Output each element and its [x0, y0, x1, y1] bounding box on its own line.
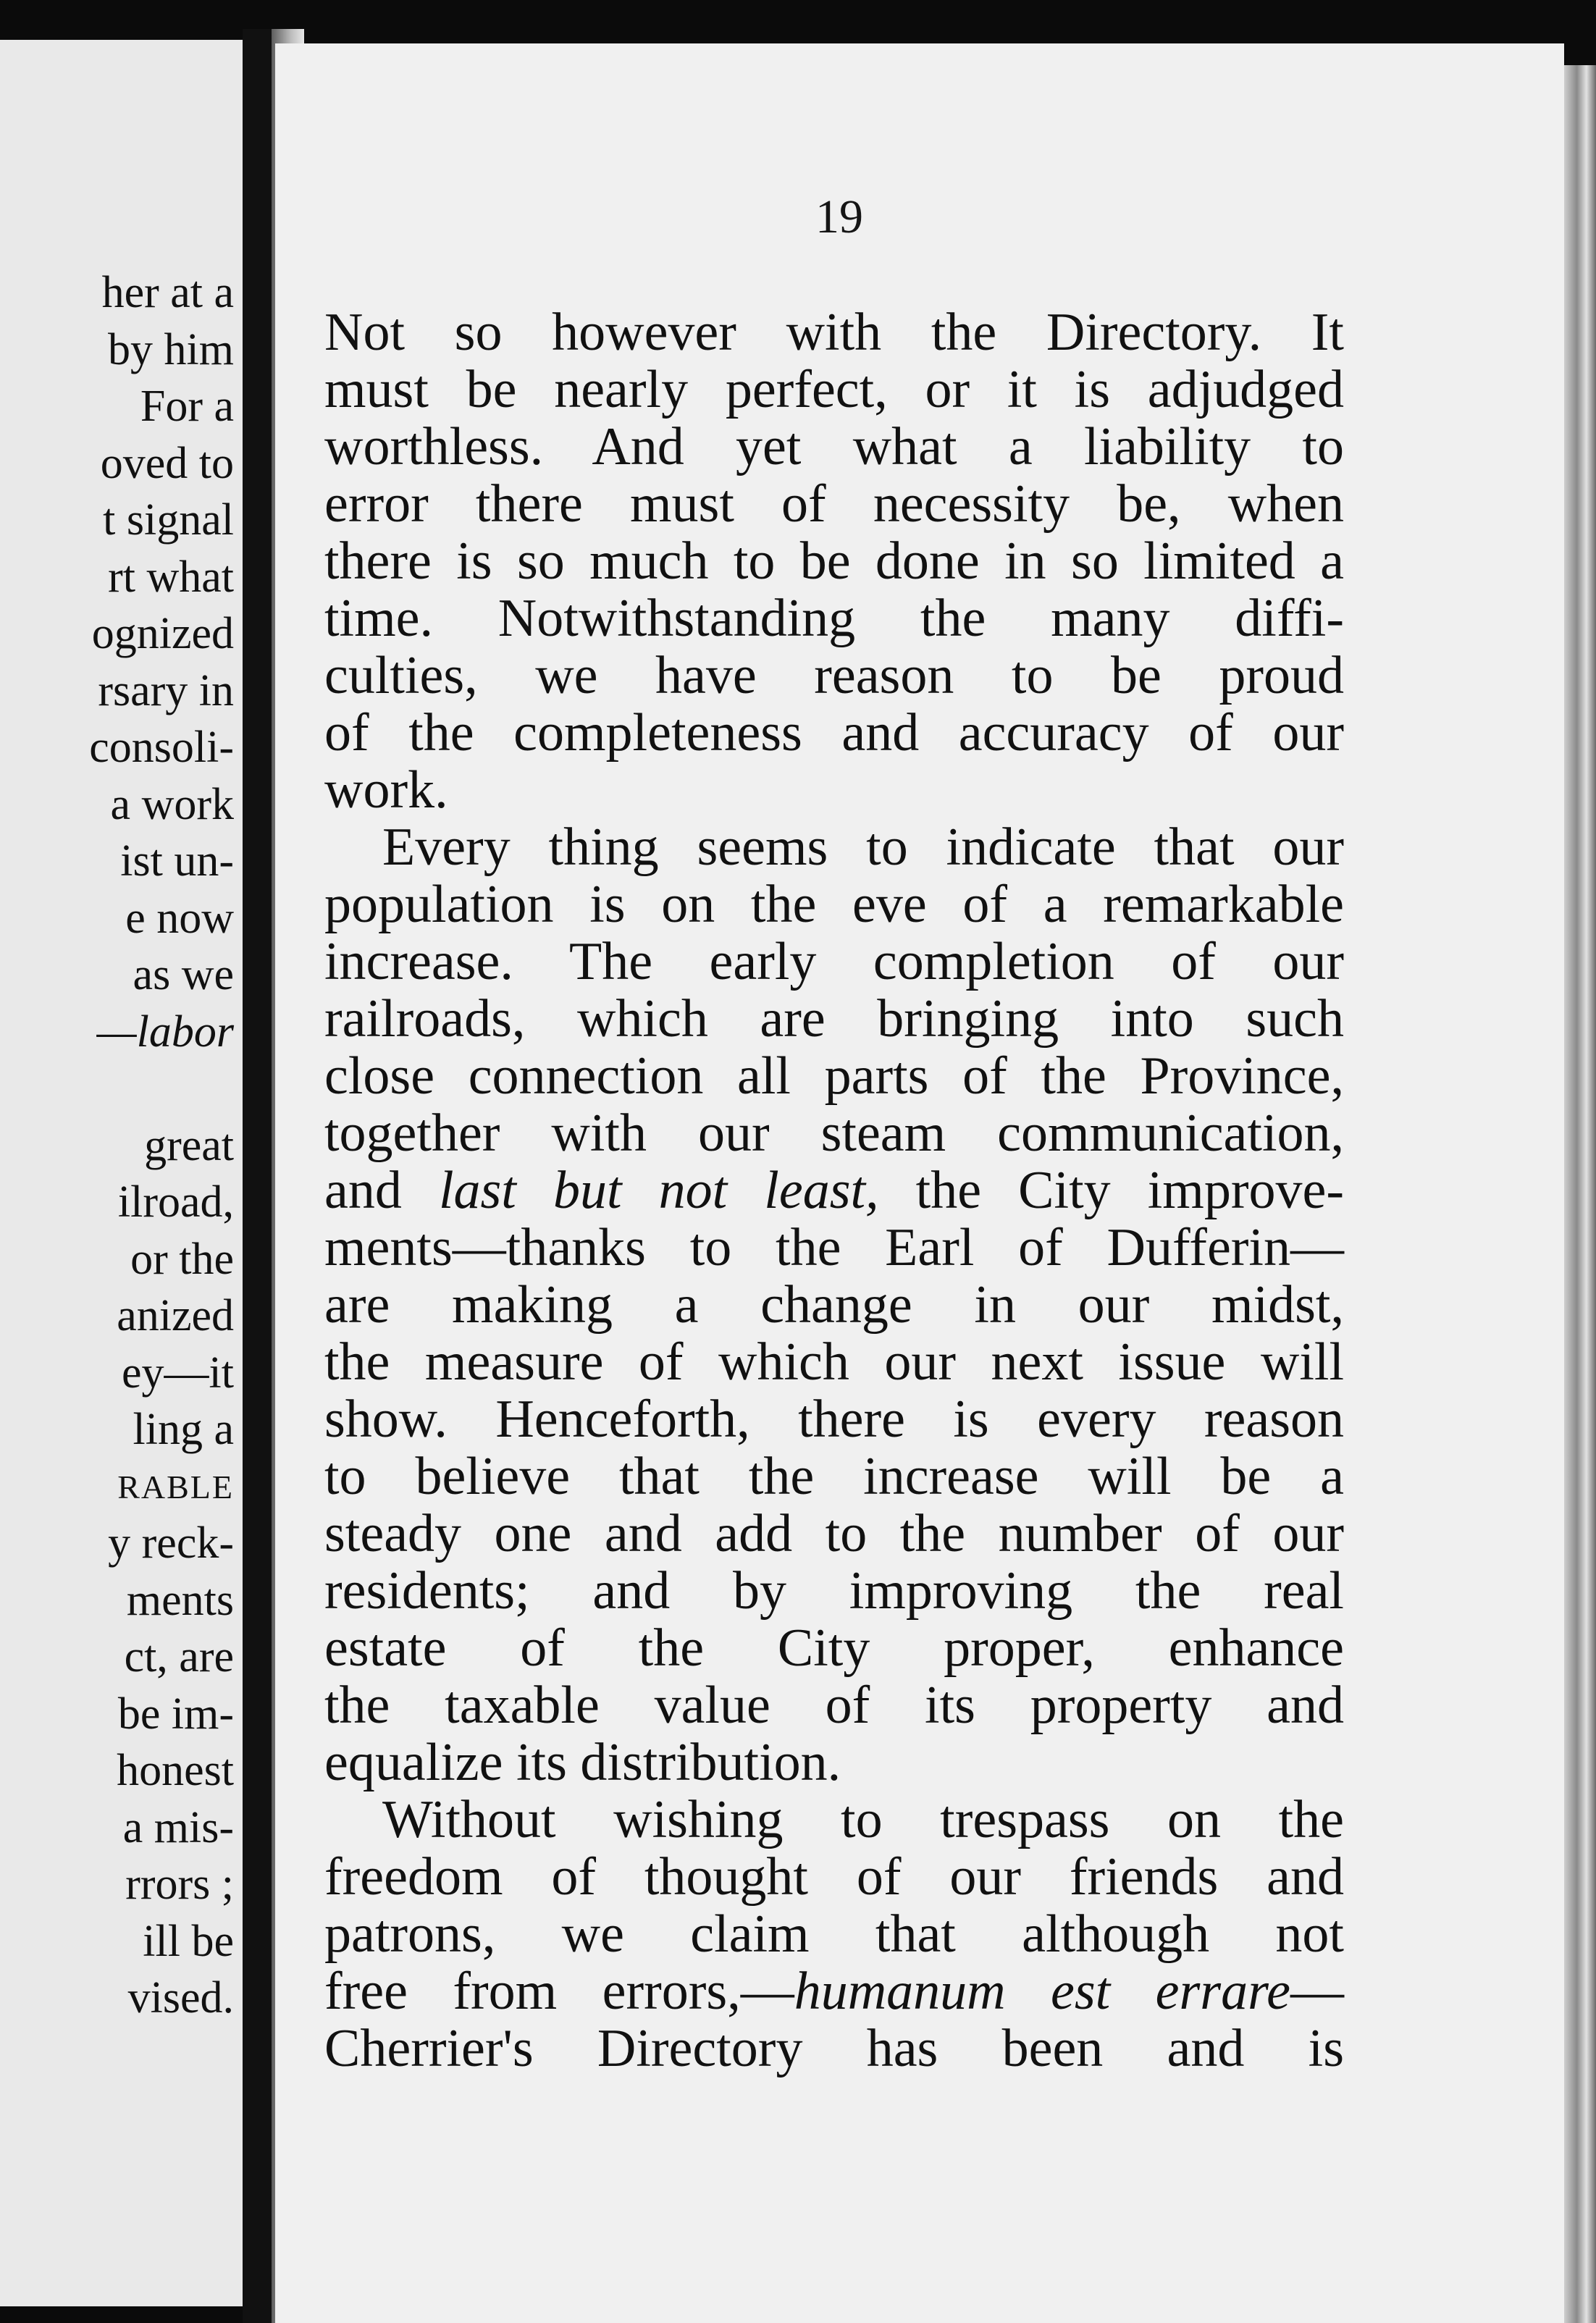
left-page-line: a work	[110, 779, 234, 829]
left-page-line: rsary in	[98, 665, 234, 715]
text-span: culties, we have reason to be proud	[324, 646, 1344, 705]
text-line	[324, 476, 1344, 533]
left-page-line: her at a	[101, 268, 234, 317]
text-line	[324, 2020, 1344, 2078]
left-page-line: ey—it	[122, 1348, 234, 1398]
left-page-line: —labor	[96, 1007, 234, 1057]
left-page-line: rt what	[108, 552, 234, 602]
text-span: show. Henceforth, there is every reason	[324, 1390, 1344, 1449]
text-span: are making a change in our midst,	[324, 1275, 1344, 1335]
text-span: work.	[324, 760, 448, 820]
text-span: Every thing seems to indicate that our	[382, 818, 1344, 877]
text-line	[324, 590, 1344, 647]
left-page-line: ling a	[133, 1405, 234, 1454]
text-span: the taxable value of its property and	[324, 1676, 1344, 1735]
text-span: free from errors,—	[324, 1962, 794, 2021]
left-page-line: be im-	[117, 1689, 234, 1739]
left-page-line: ill be	[143, 1916, 234, 1966]
text-line	[324, 762, 1344, 819]
text-span: Not so however with the Directory. It	[324, 303, 1344, 362]
text-line	[324, 1391, 1344, 1448]
page-edge-stack	[1564, 65, 1596, 2323]
text-line	[324, 533, 1344, 590]
page-number: 19	[815, 190, 863, 243]
text-span: Cherrier's Directory has been and is	[324, 2019, 1344, 2078]
left-page-line: great	[144, 1120, 234, 1170]
text-span: estate of the City proper, enhance	[324, 1618, 1344, 1678]
text-line	[324, 304, 1344, 361]
left-page-line: a mis-	[122, 1802, 234, 1852]
text-span: close connection all parts of the Province,	[324, 1046, 1344, 1106]
text-line	[324, 819, 1344, 876]
text-span: ments—thanks to the Earl of Dufferin—	[324, 1218, 1344, 1277]
text-span: increase. The early completion of our	[324, 932, 1344, 991]
left-page-line: as we	[133, 950, 234, 999]
left-page-line: ct, are	[124, 1632, 234, 1681]
text-span: error there must of necessity be, when	[324, 474, 1344, 534]
left-page-line: ist un-	[120, 836, 234, 886]
left-page-line: y reck-	[108, 1518, 234, 1568]
text-line	[324, 933, 1344, 991]
text-span: residents; and by improving the real	[324, 1561, 1344, 1621]
text-line	[324, 1734, 1344, 1791]
text-line	[324, 1677, 1344, 1734]
left-page-line: t signal	[103, 495, 234, 545]
page-body-text	[324, 304, 1344, 2078]
left-page-line: consoli-	[89, 723, 234, 772]
text-span: worthless. And yet what a liability to	[324, 417, 1344, 476]
text-span: the City improve-	[878, 1161, 1344, 1220]
text-line	[324, 705, 1344, 762]
left-page-line: honest	[117, 1746, 234, 1795]
text-line	[324, 1849, 1344, 1906]
left-page-line: For a	[140, 382, 234, 431]
text-span: population is on the eve of a remarkable	[324, 875, 1344, 934]
text-span: the measure of which our next issue will	[324, 1332, 1344, 1392]
text-line	[324, 1563, 1344, 1620]
left-page-line: ilroad,	[117, 1177, 234, 1227]
text-span: of the completeness and accuracy of our	[324, 703, 1344, 763]
text-span: Without wishing to trespass on the	[382, 1790, 1344, 1849]
text-line	[324, 361, 1344, 419]
text-span: railroads, which are bringing into such	[324, 989, 1344, 1049]
text-line	[324, 647, 1344, 705]
text-span: patrons, we claim that although not	[324, 1904, 1344, 1964]
left-page-line: vised.	[127, 1973, 234, 2022]
left-page-line: ments	[126, 1575, 234, 1625]
italic-phrase: last but not least,	[438, 1161, 879, 1220]
text-span: and	[324, 1161, 439, 1220]
text-span: there is so much to be done in so limited a	[324, 532, 1344, 591]
left-facing-page	[0, 40, 243, 2306]
left-page-line: anized	[117, 1291, 234, 1340]
text-line	[324, 1906, 1344, 1963]
left-page-line: e now	[125, 893, 234, 943]
left-page-line: ognized	[91, 609, 234, 658]
book-binding-gutter	[243, 29, 272, 2323]
text-line	[324, 1620, 1344, 1677]
text-line	[324, 1505, 1344, 1563]
text-line	[324, 1448, 1344, 1505]
left-page-line: or the	[130, 1234, 234, 1284]
text-line	[324, 1048, 1344, 1105]
text-span: to believe that the increase will be a	[324, 1447, 1344, 1506]
text-span: —	[1290, 1962, 1344, 2021]
text-line	[324, 1791, 1344, 1849]
text-span: steady one and add to the number of our	[324, 1504, 1344, 1563]
text-line	[324, 1277, 1344, 1334]
text-span: freedom of thought of our friends and	[324, 1847, 1344, 1907]
left-page-line: RABLE	[117, 1468, 234, 1505]
text-line	[324, 876, 1344, 933]
left-page-line: by him	[108, 324, 234, 374]
left-page-line: oved to	[100, 438, 234, 488]
text-line	[324, 991, 1344, 1048]
left-page-line: rrors ;	[125, 1860, 234, 1909]
text-line	[324, 1963, 1344, 2020]
text-line	[324, 419, 1344, 476]
text-line	[324, 1219, 1344, 1277]
text-span: equalize its distribution.	[324, 1733, 841, 1792]
text-span: together with our steam communication,	[324, 1104, 1344, 1163]
text-span: time. Notwithstanding the many diffi-	[324, 589, 1344, 648]
text-line	[324, 1105, 1344, 1162]
text-line	[324, 1334, 1344, 1391]
text-line	[324, 1162, 1344, 1219]
text-span: must be nearly perfect, or it is adjudged	[324, 360, 1344, 419]
italic-phrase: humanum est errare	[794, 1962, 1290, 2021]
